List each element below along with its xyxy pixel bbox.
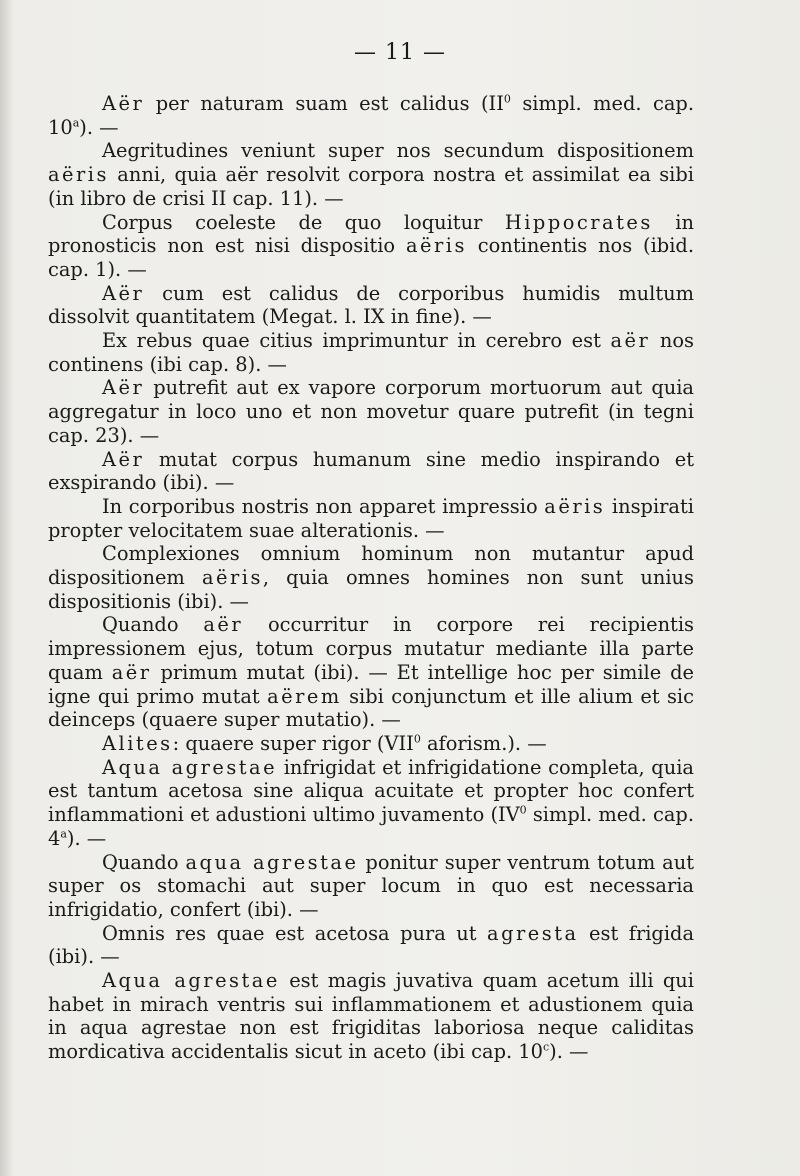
spaced-term: agresta [487,921,579,945]
text-run: simpl. med. cap. 10 [48,92,694,139]
text-run: Quando [102,613,204,637]
text-run: est magis juvativa quam acetum illi qui habet in mirach ventris sui inflammationem et adustionem quia in aqua agrestae non est frigiditas laboriosa neque caliditas mordicativa accidentalis sicut in aceto (ibi cap. 10 [48,969,694,1064]
paragraph [48,969,694,1064]
text-run: mutat corpus humanum sine medio inspirando et exspirando (ibi). — [48,447,694,495]
spaced-term: aëris [405,234,467,258]
spaced-term: Aër [102,376,145,400]
paragraph [48,376,694,447]
text-run: ponitur super ventrum totum aut super os stomachi aut super locum in quo est necessaria infrigidatio, confert (ibi). — [48,850,695,921]
text-run: per naturam suam est calidus (II [144,92,504,115]
text-run: continentis nos (ibid. cap. 1). — [48,234,694,281]
paragraph [48,495,694,542]
spaced-term: Aër [102,281,145,305]
superscript: 0 [413,732,421,746]
paragraph [48,139,694,210]
paragraph [48,211,694,282]
text-run: ). — [66,826,107,850]
spaced-term: Aqua agrestae [102,755,278,779]
spaced-term: aqua agrestae [185,850,359,874]
paragraph [48,851,694,922]
spaced-term: Aër [102,447,145,471]
text-run: est frigida (ibi). — [48,921,694,969]
text-run: aforism.). — [420,731,547,755]
text-run: , quia omnes homines non sunt unius dispositionis (ibi). — [48,566,694,613]
text-run: anni, quia aër resolvit corpora nostra et assimilat ea sibi (in libro de crisi II cap. 11). — [48,163,694,210]
text-run: Aegritudines veniunt super nos secundum dispositionem [102,139,694,163]
body-text [48,92,694,1064]
text-run: primum mutat (ibi). — Et intellige hoc per simile de igne qui primo mutat [48,660,695,708]
superscript: c [542,1040,550,1054]
text-run: nos continens (ibi cap. 8). — [48,329,694,376]
text-run: Ex rebus quae citius imprimuntur in cerebro est [102,329,611,353]
superscript: a [60,827,67,841]
spaced-term: aëris [48,163,109,187]
paragraph [48,92,694,139]
spaced-term: aër [610,329,651,353]
paragraph [48,542,694,613]
text-run: : quaere super rigor (VII [172,731,414,755]
text-run: ). — [79,115,119,139]
text-run: in pronosticis non est nisi dispositio [48,210,694,258]
spaced-term: aërem [267,684,342,708]
text-run: putrefit aut ex vapore corporum mortuorum aut quia aggregatur in loco uno et non movetur quare putrefit (in tegni cap. 23). — [48,376,694,447]
text-run: inspirati propter velocitatem suae alterationis. — [48,494,694,542]
paragraph [48,329,694,376]
superscript: 0 [519,803,527,817]
spaced-term: Alites [102,731,173,755]
superscript: 0 [503,92,511,106]
paragraph [48,732,694,756]
text-run: ). — [549,1040,589,1064]
text-run: Complexiones omnium hominum non mutantur apud dispositionem [48,542,694,590]
text-run: In corporibus nostris non apparet impressio [102,494,545,518]
text-run: infrigidat et infrigidatione completa, quia est tantum acetosa sine aliqua acuitate et propter hoc confert inflammationi et adustioni ultimo juvamento (IV [48,755,694,827]
spaced-term: aër [111,660,152,684]
spaced-term: Hippocrates [504,210,653,234]
spaced-term: aër [203,613,244,637]
spaced-term: aëris [544,494,606,518]
text-run: sibi conjunctum et ille alium et sic deinceps (quaere super mutatio). — [48,684,694,732]
text-run: Omnis res quae est acetosa pura ut [102,921,488,945]
spaced-term: Aqua agrestae [102,969,280,993]
text-run: Corpus coeleste de quo loquitur [102,210,505,234]
text-run: occurritur in corpore rei recipientis impressionem ejus, totum corpus mutatur mediante illa parte quam [48,613,695,684]
superscript: a [72,116,80,130]
page-number: — 11 — [354,40,446,65]
text-run: cum est calidus de corporibus humidis multum dissolvit quantitatem (Megat. l. IX in fine). — [48,281,694,329]
spaced-term: aëris [201,566,263,590]
text-run: Quando [102,850,186,874]
text-run: simpl. med. cap. 4 [48,803,694,850]
paragraph [48,613,694,732]
paragraph [48,922,694,969]
paragraph [48,756,694,851]
paragraph [48,282,694,329]
spaced-term: Aër [102,92,145,115]
paragraph [48,448,694,495]
